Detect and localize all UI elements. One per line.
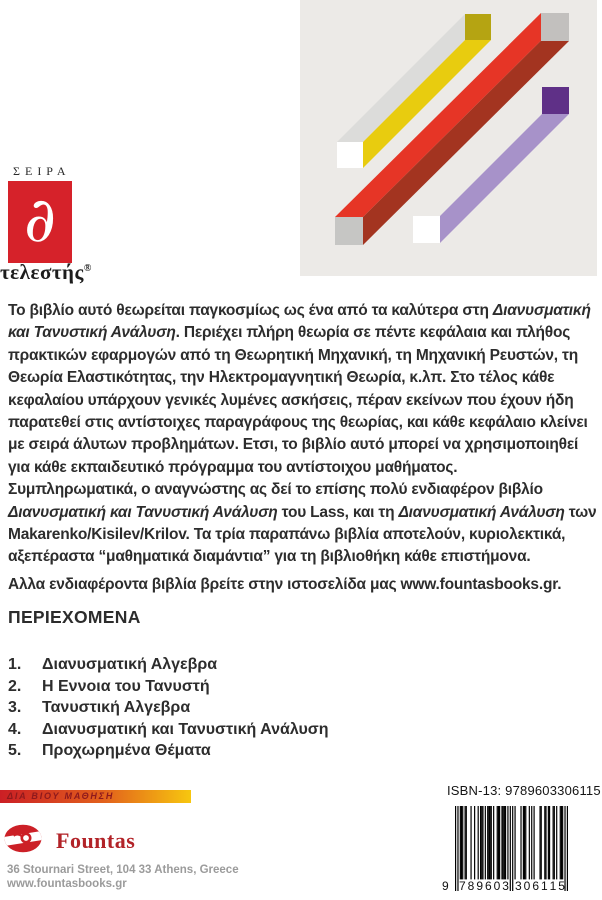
publisher-name: Fountas [56, 828, 136, 853]
purple-bar-near-cap [413, 216, 440, 243]
registered-mark: ® [83, 263, 92, 274]
cover-artwork [300, 0, 597, 276]
series-name: τελεστής® [0, 260, 92, 284]
purple-bar-far-cap [542, 87, 569, 114]
contents-title: ΠΕΡΙΕΧΟΜΕΝΑ [8, 607, 141, 627]
yellow-bar-near-cap [337, 142, 363, 168]
barcode-left-digits: 7 8 9 6 0 3 [459, 879, 509, 893]
diagonal-bars-graphic [300, 0, 597, 276]
isbn-label: ISBN-13: 9789603306115 [447, 783, 601, 798]
contents-item: 4. Διανυσματική και Τανυστική Ανάλυση [8, 720, 329, 738]
series-label: ΣΕΙΡΑ [13, 164, 71, 178]
contents-item: 3. Τανυστική Αλγεβρα [8, 699, 191, 716]
description-paragraph-3: Αλλα ενδιαφέροντα βιβλία βρείτε στην ιστοσελίδα μας www.fountasbooks.gr. [8, 575, 562, 593]
partial-derivative-icon: ∂ [23, 183, 57, 256]
description-paragraph-1: Το βιβλίο αυτό θεωρείται παγκοσμίως ως ένα από τα καλύτερα στη Διανυσματική και Τανυστική Ανάλυση. Περιέχει πλήρη θεωρία σε πέντε κεφάλαια και πλήθος πρακτικών εφαρμογών από τη Θεωρητική Μηχανική, τη Μηχανική Ρευστών, τη Θεωρία Ελαστικότητας, την Ηλεκτρομαγνητική Θεωρία, κ.λπ. Στο τέλος κάθε κεφαλαίου υπάρχουν γενικές λυμένες ασκήσεις, πέραν εκείνων που έχουν ήδη παρατεθεί στις αντίστοιχες παραγράφους της θεωρίας, και κάθε κεφάλαιο κλείνει με σειρά άλυτων προβλημάτων. Ετσι, το βιβλίο αυτό μπορεί να χρησιμοποιηθεί για κάθε εκπαιδευτικό πρόγραμμα του αντίστοιχου μαθήματος. [8, 302, 591, 476]
book-description [8, 300, 597, 596]
barcode-right-digits: 3 0 6 1 1 5 [515, 879, 565, 893]
contents-item: 5. Προχωρημένα Θέματα [8, 742, 211, 759]
red-bar-far-cap [541, 13, 569, 41]
series-logo-box [8, 181, 72, 263]
publisher-website: www.fountasbooks.gr [7, 878, 127, 890]
address-line: 36 Stournari Street, 104 33 Athens, Greece [7, 864, 239, 876]
yellow-bar-far-cap [465, 14, 491, 40]
contents-item: 1. Διανυσματική Αλγεβρα [8, 656, 218, 673]
publisher-address [7, 863, 239, 891]
red-bar-near-cap [335, 217, 363, 245]
barcode-lead-digit: 9 [442, 879, 449, 893]
description-paragraph-2: Συμπληρωματικά, ο αναγνώστης ας δεί το επίσης πολύ ενδιαφέρον βιβλίο Διανυσματική και Τανυστική Ανάλυση του Lass, και τη Διανυσματική Ανάλυση των Makarenko/Kisilev/Krilov. Τα τρία παραπάνω βιβλία αποτελούν, κυριολεκτικά, αξεπέραστα “μαθηματικά διαμάντια” για τη βιβλιοθήκη κάθε επιστήμονα. [8, 481, 597, 566]
contents-item: 2. Η Εννοια του Τανυστή [8, 677, 210, 695]
contents-list [8, 656, 428, 764]
fountas-logo-icon [4, 824, 42, 853]
lifelong-learning-banner: ΔΙΑ ΒΙΟΥ ΜΑΘΗΣΗ [0, 790, 191, 803]
